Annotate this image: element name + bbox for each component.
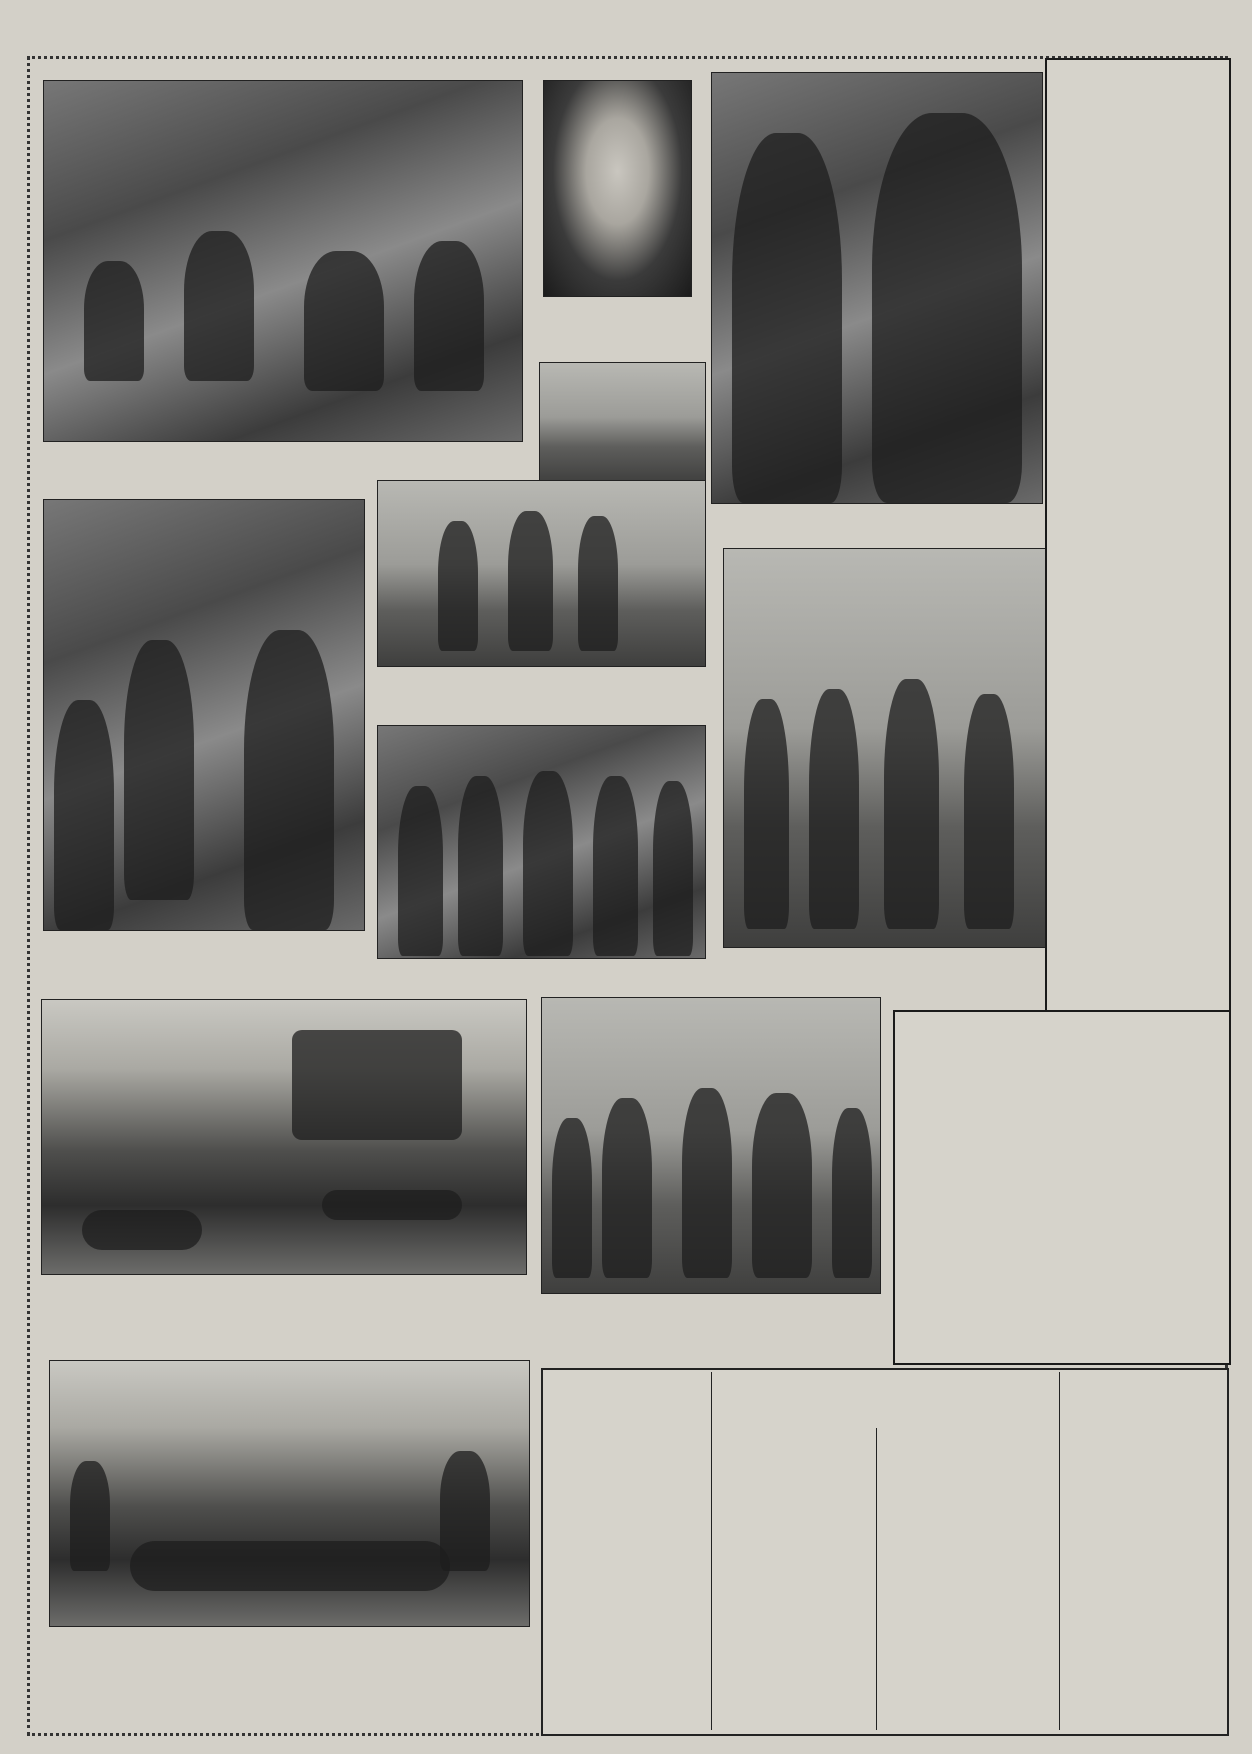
photo-salme <box>49 1360 530 1627</box>
photo-de-gasperi <box>543 80 692 297</box>
column-rule <box>876 1428 877 1730</box>
column-rule <box>711 1372 712 1730</box>
gran-consiglio-panel-lower <box>893 1010 1231 1365</box>
calendar-column-3 <box>883 1432 1054 1726</box>
gran-consiglio-panel <box>1045 58 1231 1022</box>
photo-missione <box>41 999 527 1275</box>
calendar-column-2a <box>717 1432 870 1522</box>
photo-bordino <box>377 480 706 667</box>
photo-giorgio-v <box>711 72 1043 504</box>
photo-aeronautica <box>541 997 881 1294</box>
photo-milite-ignoto <box>43 80 523 442</box>
photo-funerali <box>723 548 1047 948</box>
calendar-column-4 <box>1065 1376 1220 1726</box>
photo-crowd-small <box>539 362 706 484</box>
calendar-column-2b <box>717 1550 870 1726</box>
photo-sardegna <box>43 499 365 931</box>
calendar-column-1 <box>548 1400 705 1726</box>
photo-don-sturzo <box>377 725 706 959</box>
column-rule <box>1059 1372 1060 1730</box>
